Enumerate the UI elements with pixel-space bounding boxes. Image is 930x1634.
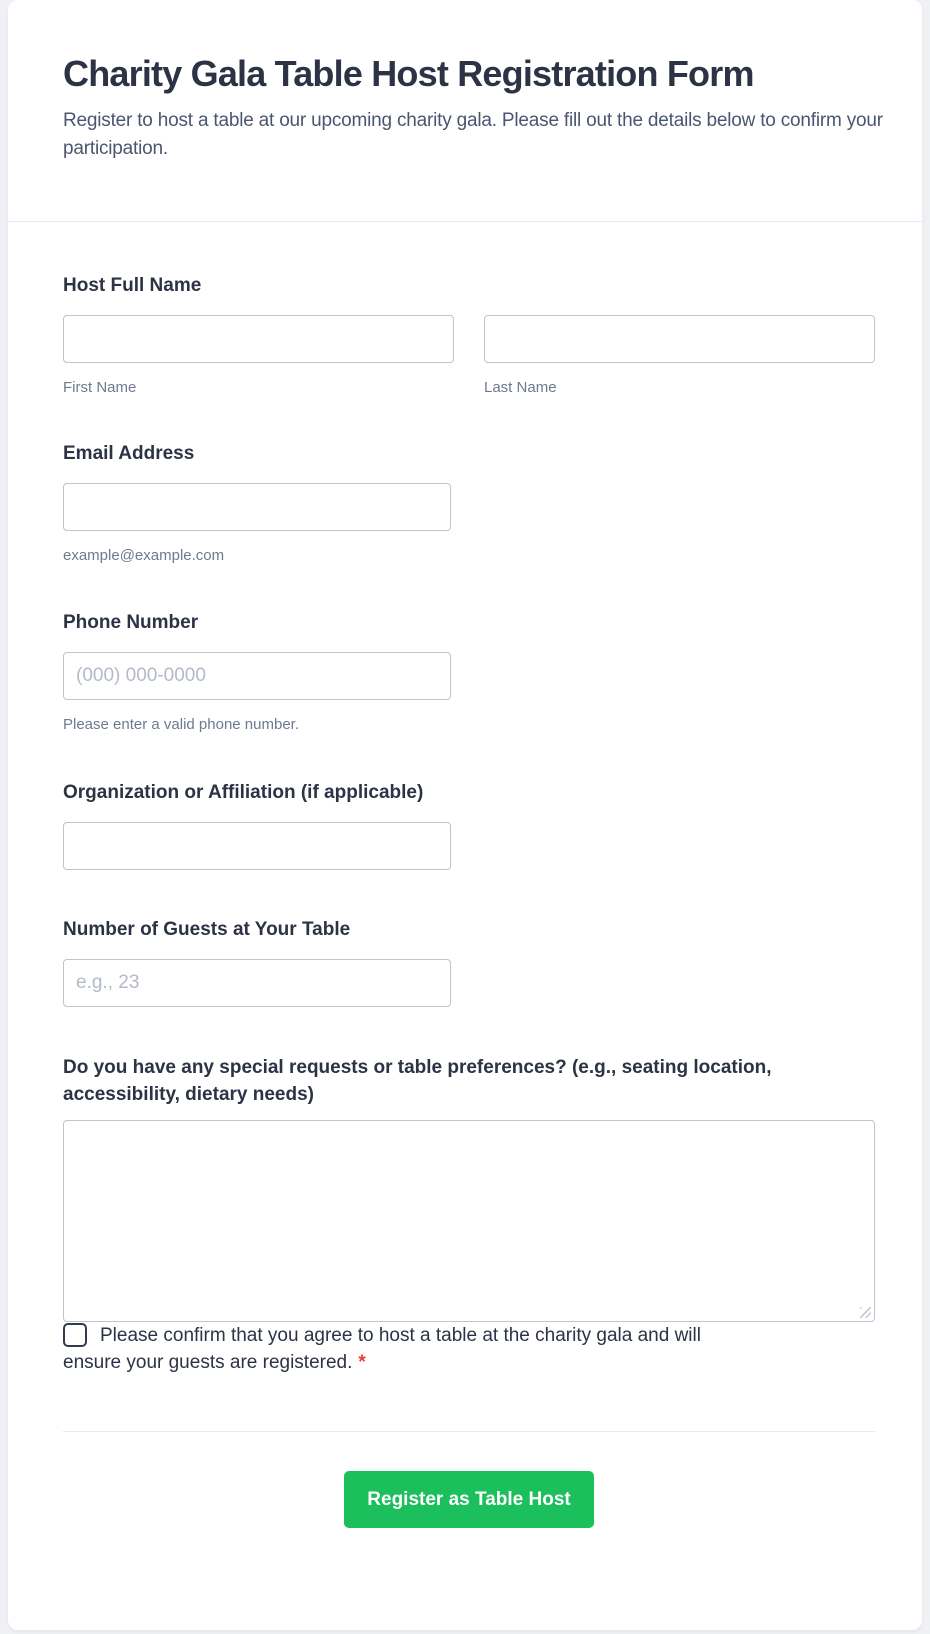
form-subtitle: Register to host a table at our upcoming charity gala. Please fill out the details below to confirm your participation. [63,110,883,160]
organization-input[interactable] [63,822,451,870]
first-name-sublabel: First Name [63,379,137,396]
first-name-column [63,315,454,397]
phone-label: Phone Number [63,612,199,633]
consent-checkbox[interactable] [63,1323,87,1347]
submit-button[interactable]: Register as Table Host [344,1471,593,1528]
form-body [8,275,922,1376]
field-organization [63,782,875,870]
consent-text-line2 [63,1349,875,1376]
last-name-sublabel: Last Name [484,379,557,396]
form-footer [63,1431,875,1528]
guest-count-input[interactable] [63,959,451,1007]
host-full-name-label: Host Full Name [63,275,202,296]
resize-handle-icon[interactable] [860,1307,871,1318]
field-host-full-name [63,275,875,397]
consent-line2-text: ensure your guests are registered. [63,1352,353,1373]
form-card [8,0,922,1630]
field-email-address [63,443,875,565]
special-requests-textarea[interactable] [63,1120,875,1322]
field-guest-count [63,919,875,1007]
first-name-input[interactable] [63,315,454,363]
form-header [8,0,922,222]
phone-input[interactable] [63,652,451,700]
field-phone-number [63,612,875,734]
special-requests-label: Do you have any special requests or table preferences? (e.g., seating location, accessibility, dietary needs) [63,1057,772,1105]
required-asterisk: * [358,1352,366,1373]
name-row [63,315,875,397]
consent-row[interactable] [63,1325,875,1376]
email-input[interactable] [63,483,451,531]
email-hint: example@example.com [63,547,225,564]
organization-label: Organization or Affiliation (if applicable) [63,782,424,803]
last-name-column [484,315,875,397]
last-name-input[interactable] [484,315,875,363]
guest-count-label: Number of Guests at Your Table [63,919,351,940]
email-label: Email Address [63,443,195,464]
form-title: Charity Gala Table Host Registration Form [63,53,754,94]
special-requests-textarea-wrap [63,1120,875,1322]
consent-text-line1: Please confirm that you agree to host a table at the charity gala and will [100,1325,701,1346]
field-special-requests [63,1054,875,1322]
phone-hint: Please enter a valid phone number. [63,716,299,733]
